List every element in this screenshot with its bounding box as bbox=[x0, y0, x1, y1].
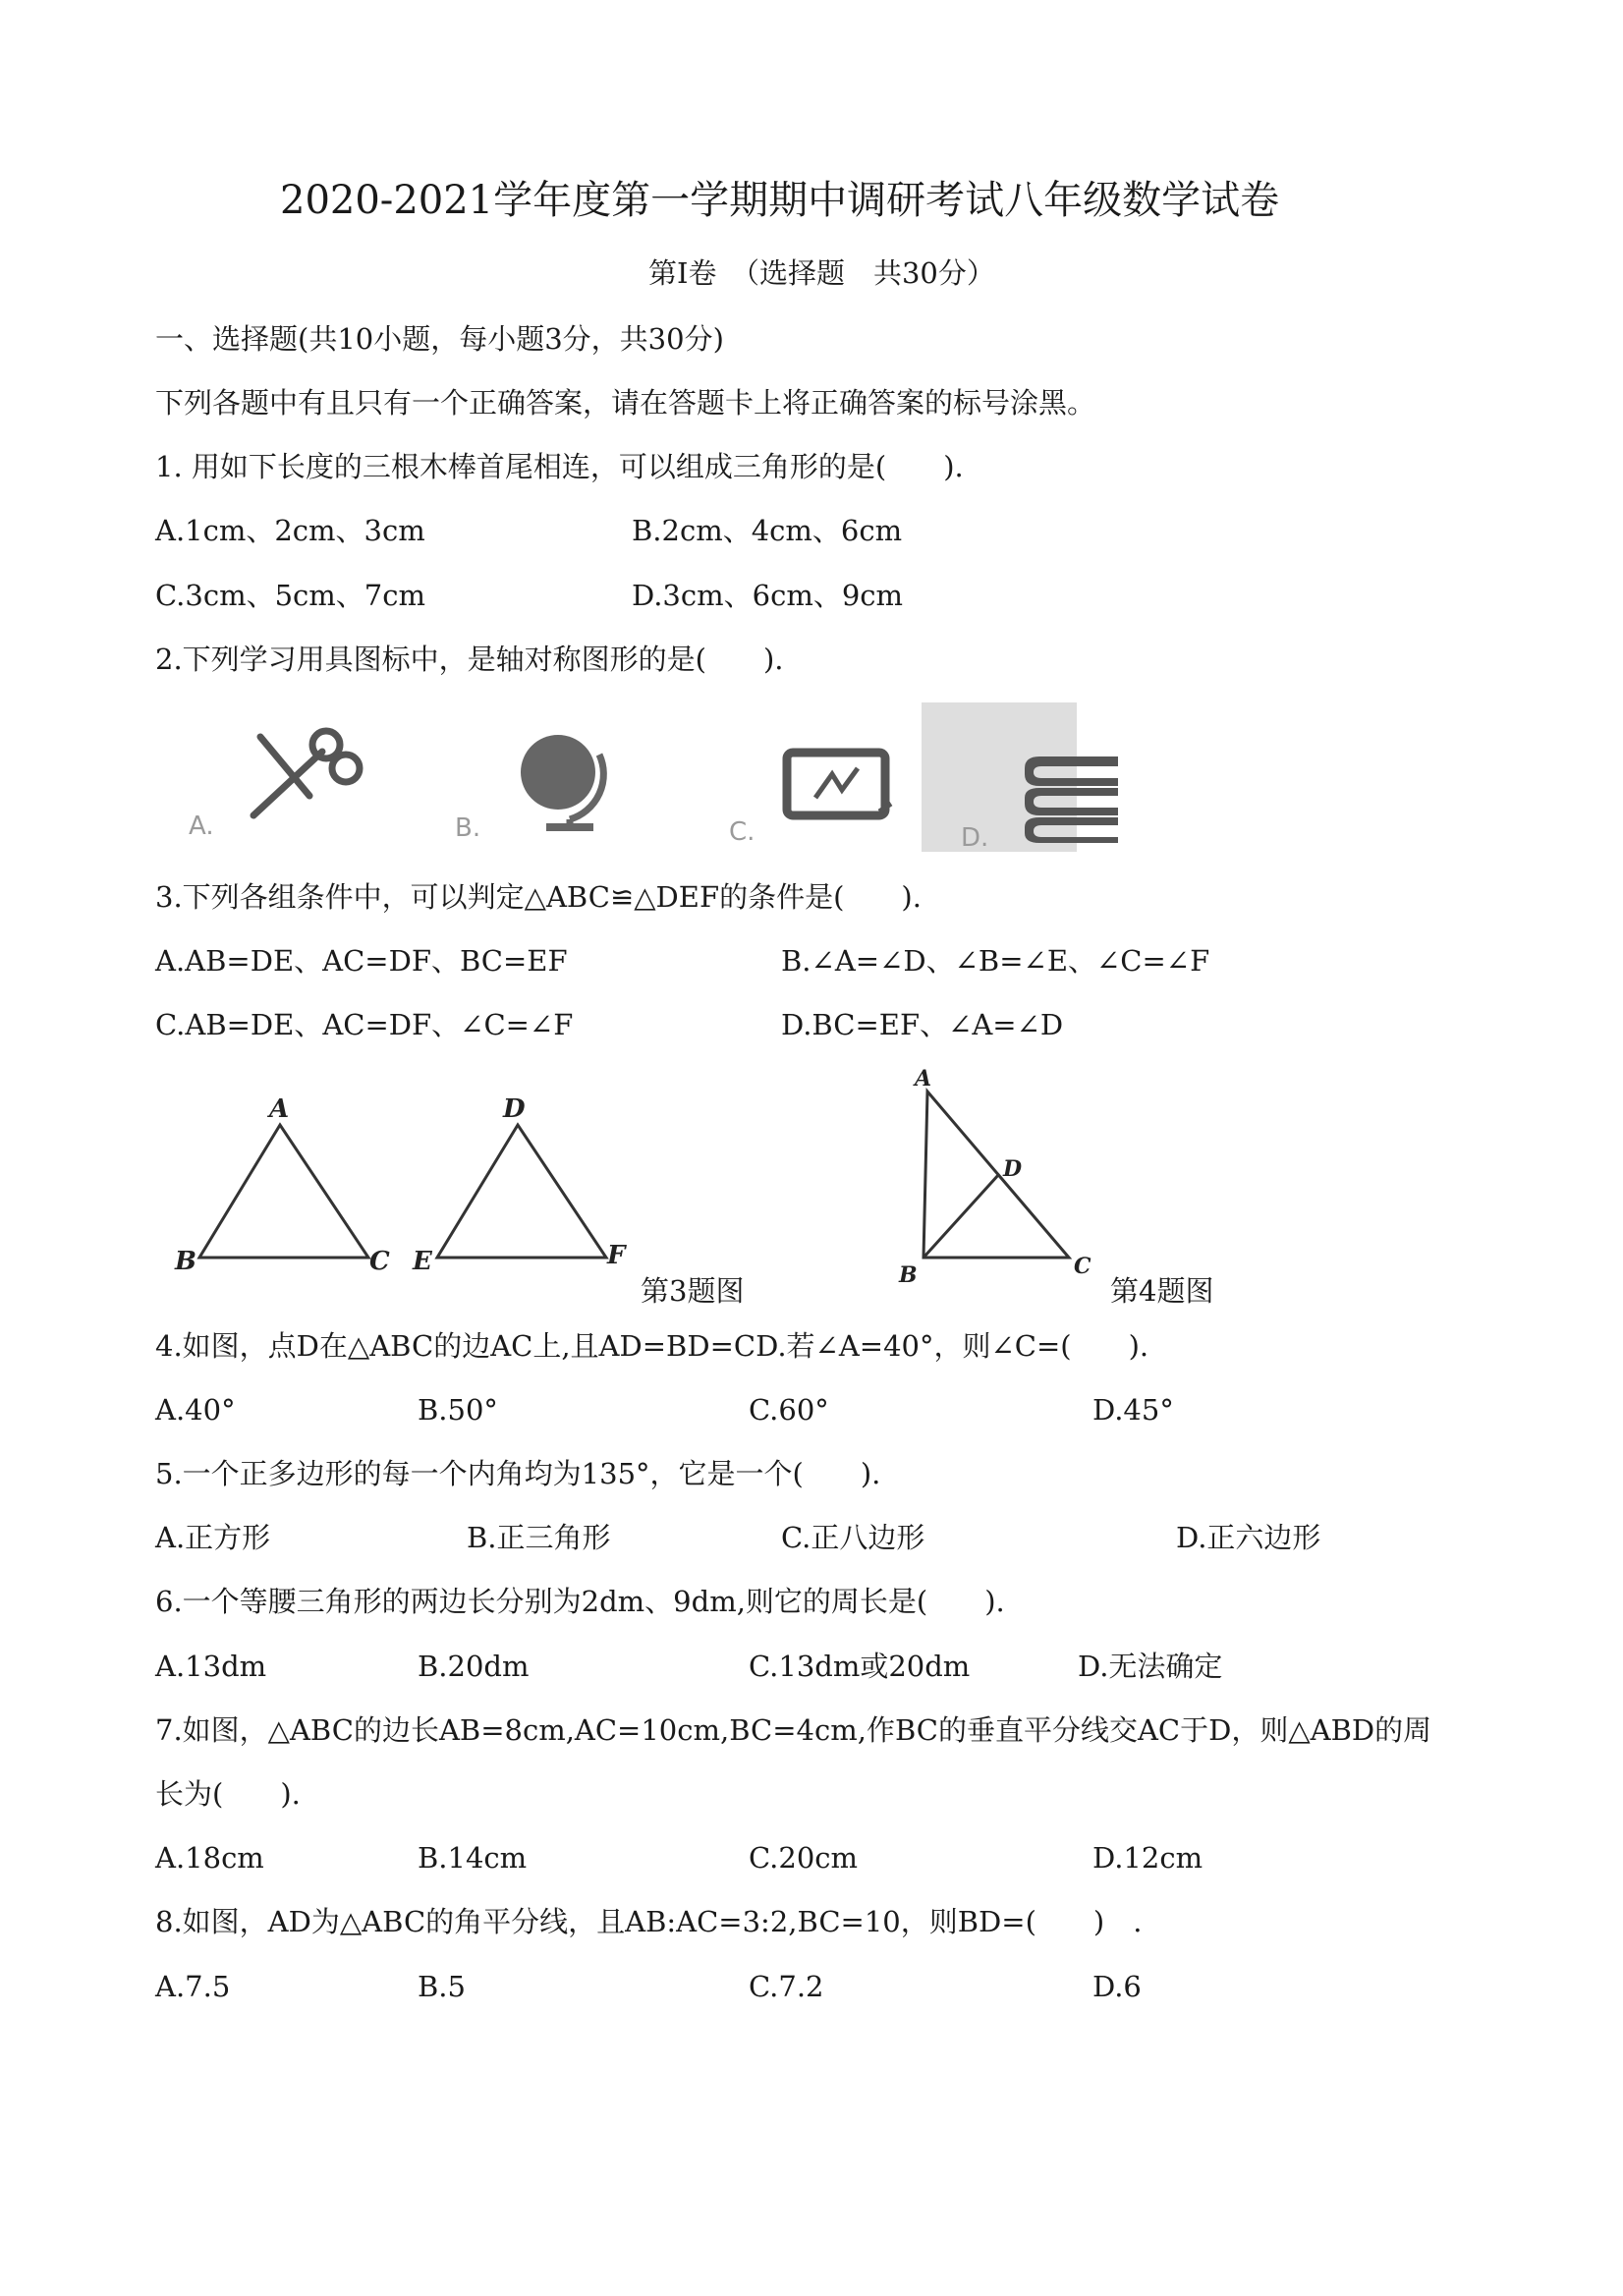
question-4-option-b: B.50° bbox=[418, 1393, 498, 1427]
question-1-option-a: A.1cm、2cm、3cm bbox=[155, 514, 425, 547]
section-heading: 一、选择题(共10小题，每小题3分，共30分) bbox=[155, 322, 724, 356]
question-6-option-a: A.13dm bbox=[155, 1650, 267, 1683]
instruction-text: 下列各题中有且只有一个正确答案，请在答题卡上将正确答案的标号涂黑。 bbox=[155, 386, 1096, 420]
question-5-option-a: A.正方形 bbox=[155, 1521, 271, 1554]
question-5-option-c: C.正八边形 bbox=[781, 1521, 925, 1554]
figure-4-caption: 第4题图 bbox=[1110, 1274, 1214, 1308]
question-4-option-d: D.45° bbox=[1092, 1393, 1174, 1427]
question-8-option-b: B.5 bbox=[418, 1970, 466, 2003]
question-8-stem: 8.如图，AD为△ABC的角平分线，且AB:AC=3:2,BC=10，则BD=( ) . bbox=[155, 1905, 1143, 1938]
question-1-stem: 1. 用如下长度的三根木棒首尾相连，可以组成三角形的是( ). bbox=[155, 450, 964, 483]
question-7-option-a: A.18cm bbox=[155, 1841, 264, 1875]
question-1-option-c: C.3cm、5cm、7cm bbox=[155, 579, 425, 612]
question-8-option-c: C.7.2 bbox=[749, 1970, 824, 2003]
figure-3-caption: 第3题图 bbox=[641, 1274, 745, 1308]
figure-3-label-c: C bbox=[369, 1247, 390, 1276]
question-6-option-b: B.20dm bbox=[418, 1650, 530, 1683]
figure-4-label-c: C bbox=[1074, 1254, 1091, 1279]
page-title: 2020-2021学年度第一学期期中调研考试八年级数学试卷 bbox=[280, 178, 1280, 223]
question-4-option-c: C.60° bbox=[749, 1393, 829, 1427]
figure-3-label-e: E bbox=[413, 1247, 432, 1276]
question-3-option-b: B.∠A=∠D、∠B=∠E、∠C=∠F bbox=[781, 944, 1210, 978]
figure-3-label-b: B bbox=[175, 1247, 196, 1276]
figure-3-triangles bbox=[167, 1095, 639, 1282]
figure-3-label-f: F bbox=[607, 1241, 626, 1270]
question-6-option-c: C.13dm或20dm bbox=[749, 1650, 971, 1683]
question-6-stem: 6.一个等腰三角形的两边长分别为2dm、9dm,则它的周长是( ). bbox=[155, 1585, 1005, 1618]
question-1-option-b: B.2cm、4cm、6cm bbox=[632, 514, 903, 547]
question-7-option-b: B.14cm bbox=[418, 1841, 528, 1875]
question-1-option-d: D.3cm、6cm、9cm bbox=[632, 579, 904, 612]
books-icon bbox=[1020, 747, 1128, 845]
figure-4-triangle bbox=[889, 1066, 1105, 1287]
question-7-option-c: C.20cm bbox=[749, 1841, 859, 1875]
question-3-option-d: D.BC=EF、∠A=∠D bbox=[781, 1008, 1064, 1041]
question-4-stem: 4.如图，点D在△ABC的边AC上,且AD=BD=CD.若∠A=40°，则∠C=( ). bbox=[155, 1329, 1149, 1363]
question-8-option-d: D.6 bbox=[1092, 1970, 1142, 2003]
question-6-option-d: D.无法确定 bbox=[1078, 1650, 1223, 1683]
question-3-stem: 3.下列各组条件中，可以判定△ABC≌△DEF的条件是( ). bbox=[155, 880, 922, 914]
question-3-option-c: C.AB=DE、AC=DF、∠C=∠F bbox=[155, 1008, 574, 1041]
question-5-stem: 5.一个正多边形的每一个内角均为135°，它是一个( ). bbox=[155, 1457, 881, 1490]
icon-label-c: C. bbox=[729, 817, 756, 847]
scissors-icon bbox=[236, 717, 364, 825]
question-8-option-a: A.7.5 bbox=[155, 1970, 231, 2003]
icon-label-b: B. bbox=[455, 813, 481, 843]
part-heading: 第Ⅰ卷 （选择题 共30分） bbox=[648, 256, 995, 290]
globe-icon bbox=[509, 725, 617, 833]
icon-label-a: A. bbox=[189, 812, 214, 841]
question-7-stem: 7.如图，△ABC的边长AB=8cm,AC=10cm,BC=4cm,作BC的垂直平分线交AC于D，则△ABD的周 bbox=[155, 1713, 1432, 1747]
blackboard-icon bbox=[781, 747, 894, 820]
icon-label-d: D. bbox=[961, 823, 989, 853]
figure-4-label-d: D bbox=[1003, 1156, 1023, 1182]
figure-3-label-a: A bbox=[269, 1095, 290, 1124]
question-4-option-a: A.40° bbox=[155, 1393, 236, 1427]
question-7-option-d: D.12cm bbox=[1092, 1841, 1203, 1875]
question-5-option-b: B.正三角形 bbox=[467, 1521, 611, 1554]
question-5-option-d: D.正六边形 bbox=[1176, 1521, 1321, 1554]
figure-4-label-b: B bbox=[899, 1262, 918, 1287]
figure-4-label-a: A bbox=[915, 1066, 932, 1092]
figure-3-label-d: D bbox=[503, 1095, 526, 1124]
question-3-option-a: A.AB=DE、AC=DF、BC=EF bbox=[155, 944, 568, 978]
question-2-stem: 2.下列学习用具图标中，是轴对称图形的是( ). bbox=[155, 643, 784, 676]
question-7-stem-continued: 长为( ). bbox=[155, 1777, 301, 1811]
